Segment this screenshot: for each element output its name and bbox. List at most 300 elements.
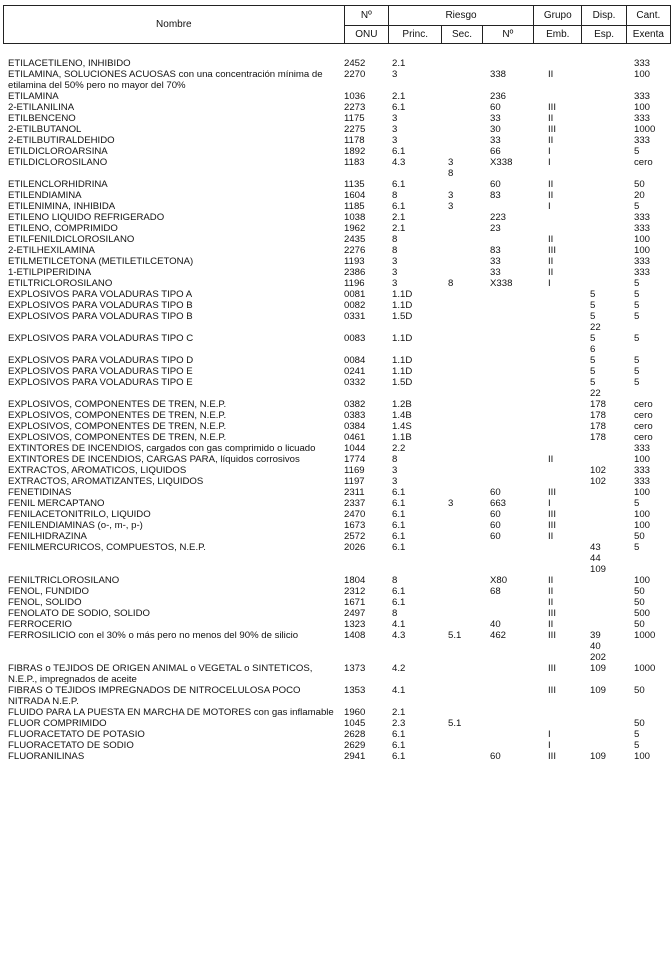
cell-onu: 0382 (344, 399, 366, 410)
cell-grupo: I (548, 729, 551, 740)
cell-princ: 6.1 (392, 729, 406, 740)
cell-nombre: FENILMERCURICOS, COMPUESTOS, N.E.P. (8, 542, 206, 553)
table-body (0, 58, 671, 762)
table-row (0, 476, 671, 487)
cell-princ: 1.1D (392, 366, 413, 377)
cell-onu: 2276 (344, 245, 366, 256)
cell-grupo: II (548, 190, 554, 201)
cell-onu: 2386 (344, 267, 366, 278)
cell-princ: 1.1D (392, 333, 413, 344)
cell-princ: 2.2 (392, 443, 406, 454)
header-onu: ONU (344, 26, 388, 44)
cell-princ: 3 (392, 135, 398, 146)
cell-disp: 39 40 202 (590, 630, 607, 663)
table-row (0, 377, 671, 399)
cell-grupo: II (548, 597, 554, 608)
cell-cant: 333 (634, 113, 651, 124)
cell-cant: 50 (634, 718, 645, 729)
table-row (0, 146, 671, 157)
cell-nombre: FLUORANILINAS (8, 751, 85, 762)
cell-princ: 6.1 (392, 498, 406, 509)
cell-sec: 3 (448, 190, 454, 201)
cell-cant: 333 (634, 256, 651, 267)
cell-onu: 1323 (344, 619, 366, 630)
table-row (0, 190, 671, 201)
cell-cant: 333 (634, 135, 651, 146)
cell-disp: 178 (590, 399, 607, 410)
cell-princ: 4.1 (392, 619, 406, 630)
cell-grupo: III (548, 102, 556, 113)
cell-grupo: II (548, 619, 554, 630)
cell-cant: 5 (634, 377, 640, 388)
cell-grupo: III (548, 487, 556, 498)
cell-onu: 0383 (344, 410, 366, 421)
cell-grupo: II (548, 256, 554, 267)
table-row (0, 311, 671, 333)
cell-no: 60 (490, 751, 501, 762)
cell-no: 23 (490, 223, 501, 234)
header-esp: Esp. (582, 26, 626, 44)
cell-grupo: I (548, 201, 551, 212)
cell-sec: 3 (448, 498, 454, 509)
cell-no: 66 (490, 146, 501, 157)
cell-grupo: II (548, 575, 554, 586)
cell-no: 40 (490, 619, 501, 630)
cell-princ: 6.1 (392, 586, 406, 597)
cell-nombre: FLUORACETATO DE SODIO (8, 740, 134, 751)
cell-nombre: EXTINTORES DE INCENDIOS, CARGAS PARA, líquidos corrosivos (8, 454, 300, 465)
cell-grupo: III (548, 685, 556, 696)
table-row (0, 729, 671, 740)
cell-cant: 20 (634, 190, 645, 201)
header-grupo: Grupo (534, 6, 582, 26)
cell-nombre: EXPLOSIVOS, COMPONENTES DE TREN, N.E.P. (8, 432, 227, 443)
cell-no: 33 (490, 256, 501, 267)
cell-nombre: FLUOR COMPRIMIDO (8, 718, 107, 729)
table-row (0, 399, 671, 410)
cell-cant: 50 (634, 179, 645, 190)
cell-onu: 2452 (344, 58, 366, 69)
cell-princ: 3 (392, 124, 398, 135)
cell-onu: 1193 (344, 256, 365, 267)
cell-cant: 5 (634, 498, 640, 509)
cell-nombre: FENILTRICLOROSILANO (8, 575, 120, 586)
cell-cant: cero (634, 157, 653, 168)
cell-princ: 6.1 (392, 531, 406, 542)
table-row (0, 509, 671, 520)
cell-cant: 100 (634, 575, 651, 586)
cell-onu: 0461 (344, 432, 366, 443)
cell-onu: 0241 (344, 366, 366, 377)
cell-grupo: II (548, 234, 554, 245)
cell-grupo: II (548, 267, 554, 278)
cell-cant: 5 (634, 355, 640, 366)
table-row (0, 718, 671, 729)
cell-onu: 2273 (344, 102, 366, 113)
cell-princ: 2.1 (392, 58, 406, 69)
cell-nombre: ETILAMINA (8, 91, 59, 102)
cell-cant: 333 (634, 223, 651, 234)
cell-nombre: FIBRAS o TEJIDOS DE ORIGEN ANIMAL o VEGETAL o SINTETICOS, N.E.P., impregnados de aceite (8, 663, 313, 685)
cell-nombre: ETILAMINA, SOLUCIONES ACUOSAS con una concentración mínima de etilamina del 50% pero no mayor del 70% (8, 69, 323, 91)
cell-princ: 6.1 (392, 487, 406, 498)
cell-nombre: EXPLOSIVOS PARA VOLADURAS TIPO E (8, 366, 193, 377)
cell-nombre: EXPLOSIVOS PARA VOLADURAS TIPO B (8, 300, 193, 311)
table-row (0, 113, 671, 124)
cell-princ: 6.1 (392, 520, 406, 531)
cell-cant: 5 (634, 289, 640, 300)
cell-no: 33 (490, 113, 501, 124)
cell-grupo: III (548, 630, 556, 641)
cell-cant: 100 (634, 520, 651, 531)
cell-princ: 3 (392, 476, 398, 487)
cell-onu: 0084 (344, 355, 366, 366)
cell-onu: 1960 (344, 707, 366, 718)
cell-cant: 50 (634, 597, 645, 608)
cell-onu: 1185 (344, 201, 365, 212)
cell-cant: 5 (634, 278, 640, 289)
cell-grupo: III (548, 663, 556, 674)
cell-no: 462 (490, 630, 507, 641)
cell-nombre: ETILFENILDICLOROSILANO (8, 234, 135, 245)
cell-disp: 109 (590, 685, 607, 696)
cell-princ: 2.1 (392, 223, 406, 234)
cell-princ: 6.1 (392, 102, 406, 113)
cell-no: X338 (490, 278, 513, 289)
cell-onu: 2275 (344, 124, 366, 135)
cell-onu: 1036 (344, 91, 366, 102)
cell-princ: 6.1 (392, 179, 406, 190)
cell-no: 236 (490, 91, 507, 102)
cell-cant: 5 (634, 729, 640, 740)
cell-onu: 1804 (344, 575, 366, 586)
cell-grupo: I (548, 278, 551, 289)
cell-sec: 5.1 (448, 718, 462, 729)
cell-onu: 1671 (344, 597, 366, 608)
cell-onu: 1169 (344, 465, 365, 476)
cell-cant: cero (634, 399, 653, 410)
cell-no: 60 (490, 531, 501, 542)
cell-onu: 1044 (344, 443, 366, 454)
table-row (0, 520, 671, 531)
header-no: Nº (344, 6, 388, 26)
cell-grupo: III (548, 608, 556, 619)
cell-nombre: EXPLOSIVOS PARA VOLADURAS TIPO E (8, 377, 193, 388)
cell-onu: 1135 (344, 179, 365, 190)
cell-onu: 0082 (344, 300, 366, 311)
cell-nombre: 2-ETILBUTANOL (8, 124, 82, 135)
cell-nombre: ETILENO LIQUIDO REFRIGERADO (8, 212, 165, 223)
cell-princ: 1.1D (392, 289, 413, 300)
cell-disp: 109 (590, 751, 607, 762)
table-row (0, 124, 671, 135)
cell-onu: 2026 (344, 542, 366, 553)
cell-nombre: ETILDICLOROARSINA (8, 146, 108, 157)
table-row (0, 487, 671, 498)
cell-no: 60 (490, 487, 501, 498)
cell-princ: 1.2B (392, 399, 412, 410)
cell-princ: 4.3 (392, 630, 406, 641)
cell-nombre: ETILENIMINA, INHIBIDA (8, 201, 116, 212)
cell-onu: 2337 (344, 498, 366, 509)
table-row (0, 278, 671, 289)
table-row (0, 102, 671, 113)
cell-cant: 5 (634, 201, 640, 212)
cell-nombre: EXPLOSIVOS, COMPONENTES DE TREN, N.E.P. (8, 410, 227, 421)
cell-nombre: FLUIDO PARA LA PUESTA EN MARCHA DE MOTORES con gas inflamable (8, 707, 334, 718)
cell-onu: 1038 (344, 212, 366, 223)
cell-disp: 5 (590, 289, 596, 300)
cell-cant: cero (634, 432, 653, 443)
table-row (0, 289, 671, 300)
cell-grupo: I (548, 740, 551, 751)
cell-grupo: III (548, 751, 556, 762)
cell-nombre: ETILDICLOROSILANO (8, 157, 108, 168)
cell-grupo: II (548, 113, 554, 124)
cell-nombre: FENIL MERCAPTANO (8, 498, 105, 509)
table-row (0, 212, 671, 223)
cell-nombre: EXPLOSIVOS PARA VOLADURAS TIPO D (8, 355, 194, 366)
header-riesgo-no: Nº (482, 26, 533, 44)
cell-princ: 2.1 (392, 91, 406, 102)
cell-princ: 3 (392, 278, 398, 289)
cell-onu: 2470 (344, 509, 366, 520)
cell-nombre: FERROCERIO (8, 619, 72, 630)
cell-cant: 333 (634, 465, 651, 476)
cell-princ: 6.1 (392, 597, 406, 608)
cell-cant: 5 (634, 333, 640, 344)
cell-cant: 333 (634, 91, 651, 102)
cell-princ: 1.1D (392, 300, 413, 311)
cell-nombre: EXPLOSIVOS PARA VOLADURAS TIPO A (8, 289, 193, 300)
table-row (0, 135, 671, 146)
cell-no: 223 (490, 212, 507, 223)
cell-cant: 5 (634, 146, 640, 157)
cell-no: 60 (490, 179, 501, 190)
cell-onu: 2497 (344, 608, 366, 619)
cell-nombre: EXPLOSIVOS, COMPONENTES DE TREN, N.E.P. (8, 399, 227, 410)
cell-no: 338 (490, 69, 507, 80)
cell-nombre: FENOL, SOLIDO (8, 597, 82, 608)
cell-nombre: ETILMETILCETONA (METILETILCETONA) (8, 256, 194, 267)
cell-grupo: II (548, 179, 554, 190)
cell-cant: 333 (634, 58, 651, 69)
cell-grupo: I (548, 498, 551, 509)
table-row (0, 300, 671, 311)
cell-no: 30 (490, 124, 501, 135)
table-row (0, 355, 671, 366)
cell-princ: 6.1 (392, 542, 406, 553)
cell-cant: 100 (634, 234, 651, 245)
cell-cant: 1000 (634, 663, 656, 674)
cell-princ: 6.1 (392, 201, 406, 212)
cell-nombre: FENILACETONITRILO, LIQUIDO (8, 509, 151, 520)
table-row (0, 531, 671, 542)
cell-cant: 5 (634, 311, 640, 322)
table-row (0, 234, 671, 245)
cell-onu: 0331 (344, 311, 366, 322)
table-row (0, 586, 671, 597)
table-row (0, 542, 671, 575)
header-sec: Sec. (442, 26, 482, 44)
header-princ: Princ. (388, 26, 442, 44)
cell-princ: 8 (392, 454, 398, 465)
cell-cant: 333 (634, 212, 651, 223)
cell-grupo: II (548, 454, 554, 465)
cell-no: 60 (490, 102, 501, 113)
cell-onu: 2312 (344, 586, 366, 597)
cell-nombre: FENOLATO DE SODIO, SOLIDO (8, 608, 150, 619)
cell-nombre: EXPLOSIVOS, COMPONENTES DE TREN, N.E.P. (8, 421, 227, 432)
cell-princ: 6.1 (392, 751, 406, 762)
cell-nombre: FENETIDINAS (8, 487, 72, 498)
cell-disp: 5 6 (590, 333, 596, 355)
cell-onu: 2941 (344, 751, 366, 762)
cell-princ: 8 (392, 245, 398, 256)
cell-princ: 2.1 (392, 212, 406, 223)
cell-onu: 2435 (344, 234, 366, 245)
cell-disp: 43 44 109 (590, 542, 607, 575)
table-row (0, 443, 671, 454)
cell-cant: 50 (634, 619, 645, 630)
cell-nombre: FERROSILICIO con el 30% o más pero no menos del 90% de silicio (8, 630, 299, 641)
cell-princ: 8 (392, 190, 398, 201)
cell-no: 83 (490, 245, 501, 256)
cell-nombre: FLUORACETATO DE POTASIO (8, 729, 145, 740)
cell-onu: 1353 (344, 685, 366, 696)
cell-grupo: III (548, 520, 556, 531)
header-riesgo: Riesgo (388, 6, 533, 26)
cell-no: 60 (490, 520, 501, 531)
cell-cant: 5 (634, 542, 640, 553)
cell-princ: 3 (392, 465, 398, 476)
cell-no: 68 (490, 586, 501, 597)
cell-cant: 500 (634, 608, 651, 619)
cell-nombre: FENILENDIAMINAS (o-, m-, p-) (8, 520, 143, 531)
cell-disp: 178 (590, 432, 607, 443)
table-row (0, 630, 671, 663)
cell-princ: 1.1D (392, 355, 413, 366)
cell-cant: 100 (634, 454, 651, 465)
cell-onu: 1373 (344, 663, 366, 674)
cell-onu: 2628 (344, 729, 366, 740)
cell-cant: 5 (634, 366, 640, 377)
cell-grupo: III (548, 509, 556, 520)
table-row (0, 685, 671, 707)
header-disp: Disp. (582, 6, 626, 26)
cell-princ: 6.1 (392, 509, 406, 520)
cell-nombre: ETILACETILENO, INHIBIDO (8, 58, 131, 69)
cell-onu: 0081 (344, 289, 366, 300)
table-row (0, 575, 671, 586)
cell-cant: 5 (634, 740, 640, 751)
table-row (0, 366, 671, 377)
cell-princ: 2.3 (392, 718, 406, 729)
cell-princ: 8 (392, 575, 398, 586)
table-row (0, 91, 671, 102)
cell-princ: 1.5D (392, 311, 413, 322)
cell-disp: 5 22 (590, 377, 601, 399)
cell-princ: 1.4S (392, 421, 412, 432)
table-row (0, 223, 671, 234)
table-row (0, 179, 671, 190)
table-row (0, 157, 671, 179)
table-row (0, 608, 671, 619)
cell-cant: 50 (634, 586, 645, 597)
cell-onu: 2270 (344, 69, 366, 80)
cell-cant: 50 (634, 685, 645, 696)
table-row (0, 597, 671, 608)
cell-disp: 5 (590, 355, 596, 366)
cell-nombre: 2-ETILANILINA (8, 102, 75, 113)
cell-cant: 333 (634, 267, 651, 278)
table-row (0, 256, 671, 267)
cell-nombre: ETILBENCENO (8, 113, 76, 124)
cell-cant: 100 (634, 102, 651, 113)
cell-onu: 0332 (344, 377, 366, 388)
cell-onu: 0384 (344, 421, 366, 432)
table-row (0, 751, 671, 762)
table-row (0, 410, 671, 421)
table-row (0, 498, 671, 509)
cell-grupo: III (548, 245, 556, 256)
cell-cant: 1000 (634, 630, 656, 641)
cell-onu: 1774 (344, 454, 366, 465)
table-row (0, 421, 671, 432)
cell-disp: 5 22 (590, 311, 601, 333)
table-row (0, 58, 671, 69)
cell-cant: 100 (634, 509, 651, 520)
cell-princ: 3 (392, 113, 398, 124)
cell-nombre: FENOL, FUNDIDO (8, 586, 90, 597)
cell-grupo: I (548, 146, 551, 157)
cell-sec: 3 8 (448, 157, 454, 179)
cell-princ: 6.1 (392, 146, 406, 157)
table-row (0, 663, 671, 685)
cell-nombre: EXTINTORES DE INCENDIOS, cargados con gas comprimido o licuado (8, 443, 316, 454)
cell-no: 83 (490, 190, 501, 201)
header-cant: Cant. (626, 6, 670, 26)
cell-nombre: FIBRAS O TEJIDOS IMPREGNADOS DE NITROCELULOSA POCO NITRADA N.E.P. (8, 685, 301, 707)
cell-onu: 2629 (344, 740, 366, 751)
cell-onu: 1196 (344, 278, 365, 289)
cell-cant: 100 (634, 245, 651, 256)
header-emb: Emb. (534, 26, 582, 44)
cell-disp: 178 (590, 410, 607, 421)
cell-onu: 1962 (344, 223, 366, 234)
cell-onu: 1673 (344, 520, 366, 531)
cell-grupo: II (548, 531, 554, 542)
table-row (0, 333, 671, 355)
cell-disp: 5 (590, 300, 596, 311)
table-row (0, 707, 671, 718)
cell-disp: 109 (590, 663, 607, 674)
cell-princ: 4.2 (392, 663, 406, 674)
cell-no: X338 (490, 157, 513, 168)
cell-cant: 333 (634, 443, 651, 454)
table-row (0, 740, 671, 751)
cell-grupo: I (548, 157, 551, 168)
cell-nombre: ETILENO, COMPRIMIDO (8, 223, 118, 234)
cell-nombre: 1-ETILPIPERIDINA (8, 267, 92, 278)
cell-no: 33 (490, 135, 501, 146)
cell-cant: cero (634, 410, 653, 421)
cell-cant: 333 (634, 476, 651, 487)
cell-nombre: EXPLOSIVOS PARA VOLADURAS TIPO B (8, 311, 193, 322)
cell-princ: 1.5D (392, 377, 413, 388)
table-row (0, 619, 671, 630)
cell-sec: 5.1 (448, 630, 462, 641)
